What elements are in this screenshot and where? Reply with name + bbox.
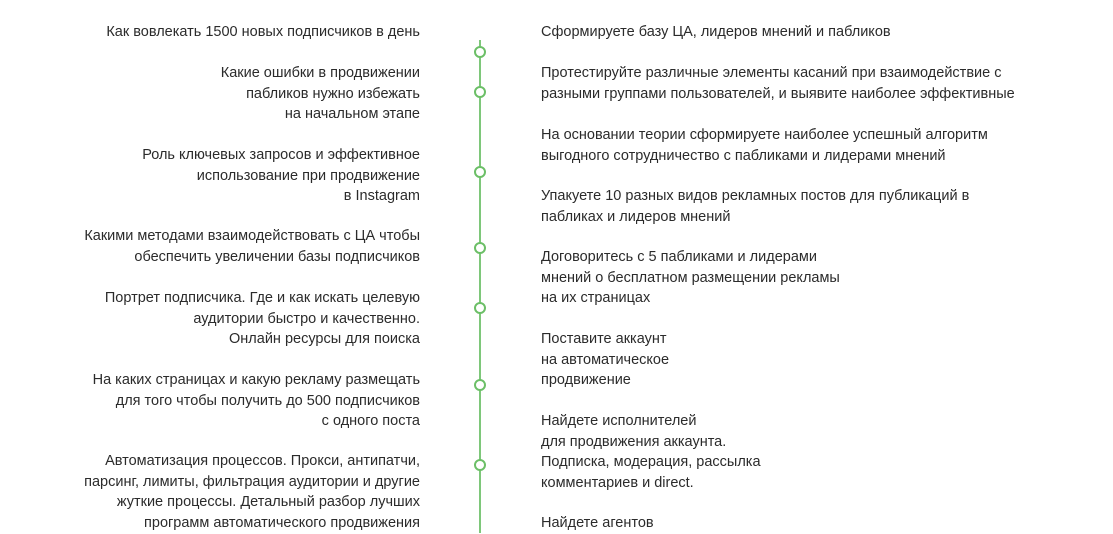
right-item-1: Сформируете базу ЦА, лидеров мнений и пабликов bbox=[541, 24, 891, 40]
left-item-2: Какие ошибки в продвижении пабликов нужно избежать на начальном этапе bbox=[220, 65, 420, 122]
timeline-node bbox=[474, 242, 486, 254]
timeline-node bbox=[474, 46, 486, 58]
left-item-3: Роль ключевых запросов и эффективное использование при продвижение в Instagram bbox=[142, 147, 420, 204]
right-item-3: На основании теории сформируете наиболее успешный алгоритм выгодного сотрудничество с пабликами и лидерами мнений bbox=[541, 127, 988, 164]
right-item-2: Протестируйте различные элементы касаний при взаимодействие с разными группами пользователей, и выявите наиболее эффективные bbox=[541, 65, 1015, 102]
right-item-8: Найдете агентов bbox=[541, 515, 654, 531]
timeline-node bbox=[474, 459, 486, 471]
left-item-4: Какими методами взаимодействовать с ЦА чтобы обеспечить увеличении базы подписчиков bbox=[84, 228, 420, 265]
left-item-6: На каких страницах и какую рекламу размещать для того чтобы получить до 500 подписчиков с одного поста bbox=[92, 372, 420, 429]
timeline-node bbox=[474, 379, 486, 391]
timeline-node bbox=[474, 86, 486, 98]
right-item-7: Найдете исполнителей для продвижения аккаунта. Подписка, модерация, рассылка комментариев и direct. bbox=[541, 413, 761, 491]
left-item-5: Портрет подписчика. Где и как искать целевую аудитории быстро и качественно. Онлайн ресурсы для поиска bbox=[104, 290, 420, 347]
timeline-node bbox=[474, 166, 486, 178]
left-item-1: Как вовлекать 1500 новых подписчиков в день bbox=[106, 24, 420, 40]
right-item-6: Поставите аккаунт на автоматическое продвижение bbox=[541, 331, 670, 388]
timeline-node bbox=[474, 302, 486, 314]
left-item-7: Автоматизация процессов. Прокси, антипатчи, парсинг, лимиты, фильтрация аудитории и другие жуткие процессы. Детальный разбор лучших программ автоматического продвижения bbox=[84, 453, 420, 531]
right-item-5: Договоритесь с 5 пабликами и лидерами мнений о бесплатном размещении рекламы на их страницах bbox=[541, 249, 840, 306]
right-item-4: Упакуете 10 разных видов рекламных постов для публикаций в пабликах и лидеров мнений bbox=[541, 188, 970, 225]
